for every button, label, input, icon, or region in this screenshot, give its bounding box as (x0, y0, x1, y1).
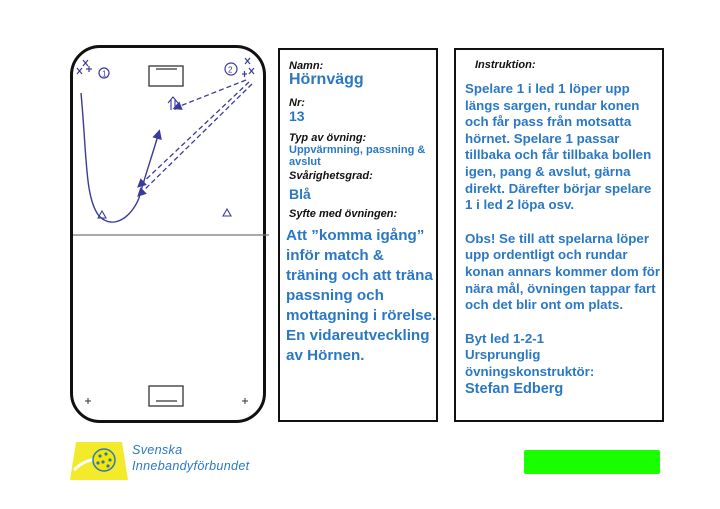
skating-path (81, 93, 159, 222)
constructor-name: Stefan Edberg (465, 380, 564, 397)
drill-number: 13 (289, 108, 305, 124)
constructor-label: Ursprunglig övningskonstruktör: (465, 347, 595, 379)
federation-logo (70, 440, 270, 482)
instruction-paragraph-2: Obs! Se till att spelarna löper upp ordentligt och rundar konan annars kommer dom för nära mål, övningen tappar fart och det blir ont om plats. (465, 230, 661, 313)
green-status-box (524, 450, 660, 474)
instruction-label: Instruktion: (475, 59, 536, 71)
bottom-goal (149, 386, 183, 406)
drill-type: Uppvärmning, passning & avslut (289, 144, 426, 168)
drill-info-panel (278, 48, 438, 422)
logo-line-2: Innebandyförbundet (132, 459, 250, 473)
purpose-label: Syfte med övningen: (289, 208, 398, 220)
type-label: Typ av övning: (289, 132, 367, 144)
logo-line-1: Svenska (132, 443, 183, 457)
line-2-label: 2 (228, 65, 233, 75)
instruction-body (465, 81, 661, 397)
purpose-text: Att ”komma igång” inför match & träning och att träna passning och mottagning i rörelse. En vidareutveckling av Hörnen. (286, 227, 437, 364)
instruction-paragraph-1: Spelare 1 i led 1 löper upp längs sargen, rundar konen och får pass från motsatta hörnet. Spelare 1 passar tillbaka och får tillbaka bollen igen, pang & avslut, gärna direkt. Därefter börjar spelare 1 i led 2 löpa osv. (465, 81, 652, 213)
instruction-paragraph-3: Byt led 1-2-1 (465, 330, 545, 346)
floorball-logo-icon (70, 440, 132, 482)
drill-name: Hörnvägg (289, 71, 364, 88)
instruction-panel (454, 48, 664, 422)
number-label: Nr: (289, 97, 305, 109)
drill-diagram-svg (73, 48, 269, 426)
cones (98, 209, 231, 218)
logo-text (132, 442, 249, 474)
rink-diagram (70, 45, 266, 423)
difficulty-value: Blå (289, 186, 311, 202)
difficulty-label: Svårighetsgrad: (289, 170, 373, 182)
line-1-label: 1 (102, 69, 107, 79)
pass-lines (139, 80, 252, 195)
name-label: Namn: (289, 60, 324, 72)
